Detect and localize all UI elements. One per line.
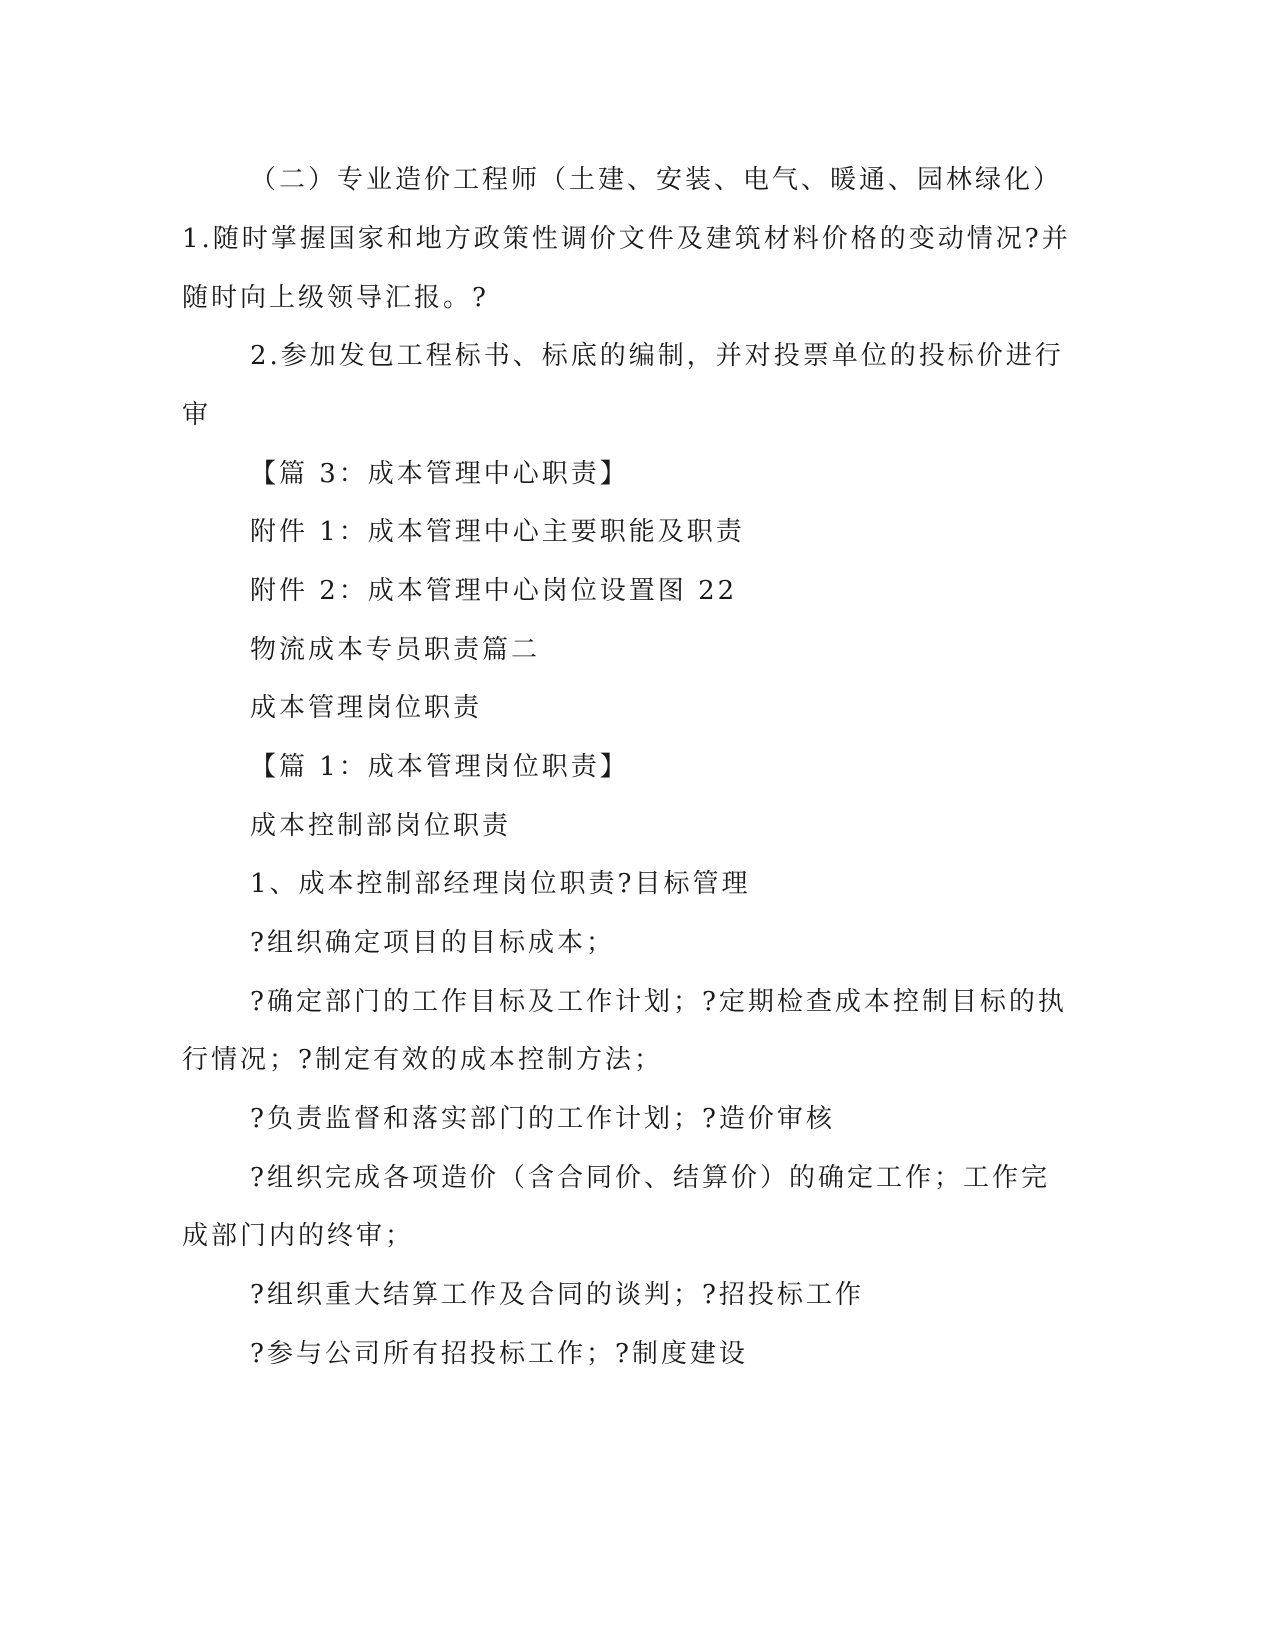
paragraph-line: 1.随时掌握国家和地方政策性调价文件及建筑材料价格的变动情况?并 [182,224,1071,254]
paragraph-line: ?组织完成各项造价（含合同价、结算价）的确定工作；工作完 [250,1163,1050,1193]
paragraph-line: 1、成本控制部经理岗位职责?目标管理 [250,869,751,899]
paragraph-line: 审 [182,400,212,430]
paragraph-line: 附件 2：成本管理中心岗位设置图 22 [250,576,738,606]
paragraph-line: ?组织确定项目的目标成本； [250,928,615,958]
paragraph-line: 2.参加发包工程标书、标底的编制，并对投票单位的投标价进行 [250,341,1064,371]
paragraph-line: 成本控制部岗位职责 [250,811,512,841]
paragraph-line: ?负责监督和落实部门的工作计划；?造价审核 [250,1104,835,1134]
paragraph-line: 成部门内的终审； [182,1221,415,1251]
section-heading: 【篇 1：成本管理岗位职责】 [250,752,629,782]
paragraph-line: 行情况；?制定有效的成本控制方法； [182,1045,663,1075]
paragraph-line: 成本管理岗位职责 [250,693,483,723]
paragraph-line: 随时向上级领导汇报。? [182,283,489,313]
paragraph-line: ?组织重大结算工作及合同的谈判；?招投标工作 [250,1280,864,1310]
paragraph-line: 物流成本专员职责篇二 [250,635,541,665]
paragraph-line: 附件 1：成本管理中心主要职能及职责 [250,517,745,547]
paragraph-line: ?参与公司所有招投标工作；?制度建设 [250,1339,748,1369]
section-heading: （二）专业造价工程师（土建、安装、电气、暖通、园林绿化） [250,165,1063,195]
section-heading: 【篇 3：成本管理中心职责】 [250,459,629,489]
paragraph-line: ?确定部门的工作目标及工作计划；?定期检查成本控制目标的执 [250,987,1067,1017]
